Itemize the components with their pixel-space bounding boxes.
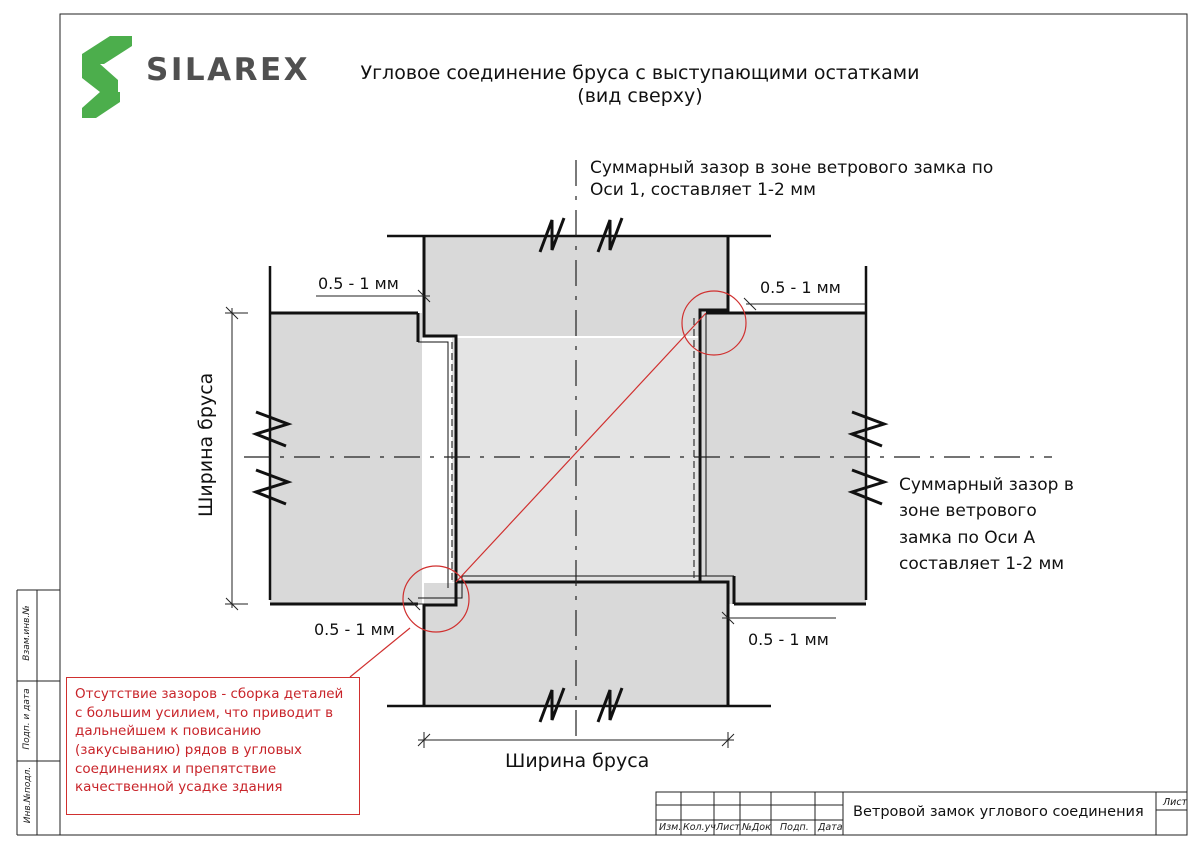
stamp-sheet-label: Лист [1163,797,1188,808]
beam-right [700,313,866,604]
page-title [300,62,980,108]
note-axis-a-line-3: замка по Оси А [899,527,1036,548]
gap-label-bottom-left: 0.5 - 1 мм [314,620,395,639]
stamp-title: Ветровой замок углового соединения [853,804,1144,820]
note-axis-a [899,472,1074,577]
side-label-inv: Инв.№подл. [23,766,33,824]
note-axis-1-line-1: Суммарный зазор в зоне ветрового замка по [590,158,994,178]
note-axis-1 [590,158,993,201]
beam-center [452,338,698,582]
side-label-sign: Подп. и дата [22,688,32,750]
width-label-vertical: Ширина бруса [195,372,217,517]
note-axis-a-line-2: зоне ветрового [899,501,1037,522]
note-axis-a-line-1: Суммарный зазор в [899,475,1074,495]
gap-label-top-left: 0.5 - 1 мм [318,274,399,293]
gap-label-top-right: 0.5 - 1 мм [760,278,841,297]
title-line-1: Угловое соединение бруса с выступающими остатками [360,62,920,84]
note-axis-1-line-2: Оси 1, составляет 1-2 мм [590,180,816,201]
stamp-col-izm: Изм. [659,822,682,833]
stamp-col-list: Лист [716,822,741,833]
stamp-col-doc: №Док [742,822,771,833]
warning-box: Отсутствие зазоров - сборка деталей с большим усилием, что приводит в дальнейшем к повисанию (закусыванию) рядов в угловых соединениях и препятствие качественной усадке здания [66,677,360,815]
stamp-col-date: Дата [818,822,843,833]
note-axis-a-line-4: составляет 1-2 мм [899,554,1065,575]
side-label-replace: Взам.инв.№ [22,605,32,661]
stamp-col-kol: Кол.уч [683,822,716,833]
gap-label-bottom-right: 0.5 - 1 мм [748,630,829,649]
beam-bottom [424,583,728,706]
logo-text: SILAREX [146,52,311,88]
silarex-logo-icon [82,36,132,118]
title-line-2: (вид сверху) [577,84,703,107]
stamp-col-sign: Подп. [780,822,809,833]
width-label-horizontal: Ширина бруса [505,750,650,772]
beam-left [270,313,422,604]
